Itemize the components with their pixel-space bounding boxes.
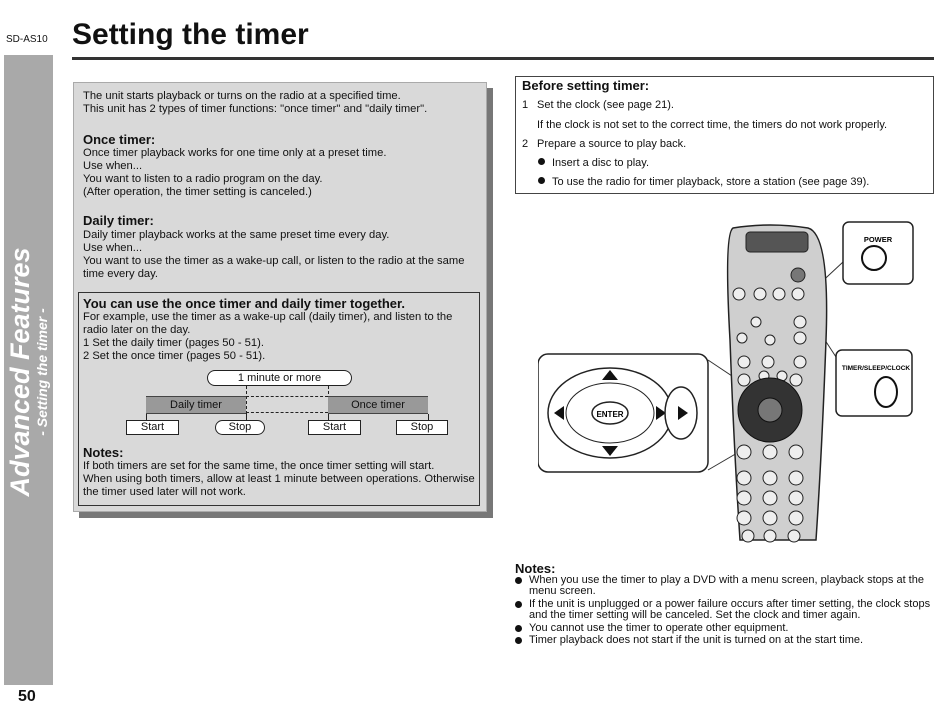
left-note-line: When using both timers, allow at least 1 minute between operations. Otherwise [83,473,475,485]
bullet-icon [515,577,522,584]
once-timer-line: You want to listen to a radio program on the day. [83,173,323,185]
right-note-item [515,635,935,646]
daily-timer-line: You want to use the timer as a wake-up call, or listen to the radio at the same [83,255,465,267]
intro-line-2: This unit has 2 types of timer functions: "once timer" and "daily timer". [83,103,428,115]
left-note-line: If both timers are set for the same time, the once timer setting will start. [83,460,435,472]
remote-display [746,232,808,252]
once-timer-heading: Once timer: [83,132,156,147]
gap-dash-bottom [246,412,328,413]
together-line: For example, use the timer as a wake-up call (daily timer), and listen to the [83,311,453,323]
left-notes-heading: Notes: [83,445,124,460]
prep-bullet-1 [538,157,649,169]
right-note-line: You cannot use the timer to operate other equipment. [529,622,789,634]
once-timer-line: (After operation, the timer setting is canceled.) [83,186,312,198]
timer-callout [836,350,912,416]
step-1-note: If the clock is not set to the correct time, the timers do not work properly. [537,119,888,131]
gap-dash-top [246,396,328,397]
once-start-label: Start [308,420,361,435]
daily-stop-label: Stop [215,420,265,435]
remote-control-illustration [538,220,934,550]
step-1-number: 1 [522,99,529,111]
together-line: radio later on the day. [83,324,191,336]
power-button-icon [862,246,886,270]
timer-button-icon [875,377,897,407]
gap-label: 1 minute or more [207,370,352,386]
timer-label: TIMER/SLEEP/CLOCK [841,365,911,372]
daily-timer-line: time every day. [83,268,159,280]
prep-bullet-text: Insert a disc to play. [552,157,650,169]
right-note-item [515,623,935,634]
page-number: 50 [18,688,36,705]
right-notes-heading: Notes: [515,561,556,576]
power-label: POWER [863,235,893,244]
once-timer-bar: Once timer [328,396,428,414]
title-rule [72,57,934,60]
together-heading: You can use the once timer and daily timer together. [83,296,405,311]
once-timer-line: Use when... [83,160,143,172]
daily-start-label: Start [126,420,179,435]
bullet-icon [538,158,545,165]
once-stop-label: Stop [396,420,448,435]
sidebar-label [6,247,50,496]
right-note-item [515,599,935,622]
right-note-line: When you use the timer to play a DVD with a menu screen, playback stops at the [529,574,924,586]
bullet-icon [515,637,522,644]
daily-timer-bar: Daily timer [146,396,246,414]
right-note-line: If the unit is unplugged or a power failure occurs after timer setting, the clock stops [529,598,931,610]
bullet-icon [515,601,522,608]
together-line: 1 Set the daily timer (pages 50 - 51). [83,337,264,349]
step-2-text: Prepare a source to play back. [537,138,687,150]
gap-marker-left [246,386,247,414]
step-1-text: Set the clock (see page 21). [537,99,674,111]
before-heading: Before setting timer: [522,78,650,93]
sidebar-section: Advanced Features [5,247,35,497]
bullet-icon [515,625,522,632]
once-timer-line: Once timer playback works for one time only at a preset time. [83,147,387,159]
daily-timer-line: Use when... [83,242,143,254]
step-2-number: 2 [522,138,529,150]
bullet-icon [538,177,545,184]
intro-line-1: The unit starts playback or turns on the radio at a specified time. [83,90,401,102]
right-note-item [515,575,935,598]
model-number: SD-AS10 [6,34,48,45]
page-title: Setting the timer [72,18,309,51]
prep-bullet-text: To use the radio for timer playback, store a station (see page 39). [552,176,870,188]
left-note-line: the timer used later will not work. [83,486,246,498]
right-note-line: and the timer setting will be canceled. Set the clock and timer again. [529,609,861,622]
sidebar-subsection: - Setting the timer - [34,308,50,436]
right-note-line: Timer playback does not start if the unit is turned on at the start time. [529,634,864,646]
daily-timer-heading: Daily timer: [83,213,154,228]
enter-label: ENTER [596,410,624,419]
daily-timer-line: Daily timer playback works at the same preset time every day. [83,229,390,241]
prep-bullet-2 [538,176,869,188]
right-note-line: menu screen. [529,585,596,598]
together-line: 2 Set the once timer (pages 50 - 51). [83,350,266,362]
